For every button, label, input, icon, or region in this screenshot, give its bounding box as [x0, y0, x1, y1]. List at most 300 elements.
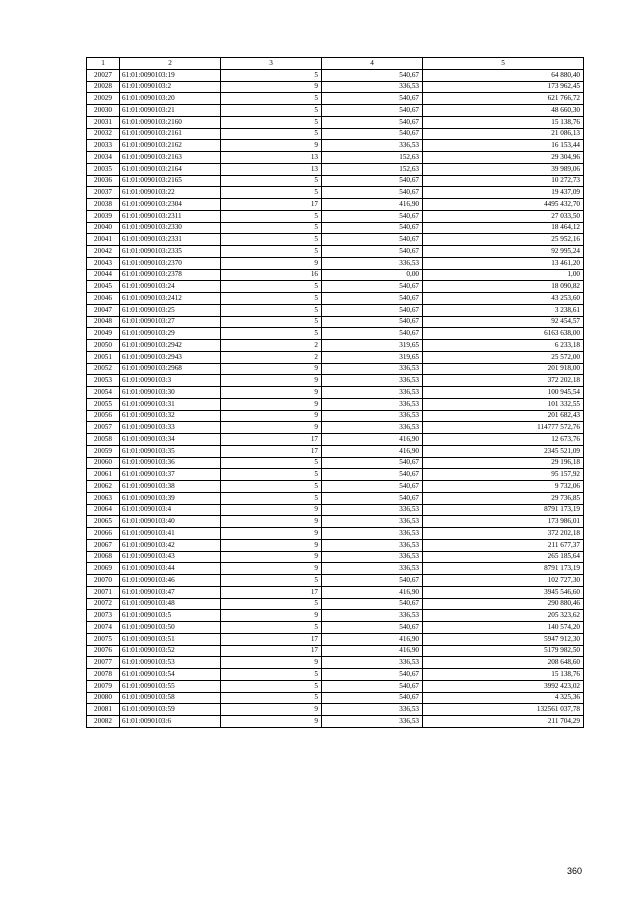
table-row — [87, 222, 584, 234]
value-cell: 3945 546,60 — [423, 586, 584, 598]
row-number-cell: 20063 — [87, 492, 120, 504]
cadastral-number-cell: 61:01:0090103:20 — [120, 93, 221, 105]
rate-cell: 540,67 — [322, 316, 423, 328]
value-cell: 100 945,54 — [423, 387, 584, 399]
column-header-2: 2 — [120, 58, 221, 70]
row-number-cell: 20067 — [87, 539, 120, 551]
value-cell: 8791 173,19 — [423, 563, 584, 575]
row-number-cell: 20062 — [87, 481, 120, 493]
rate-cell: 336,53 — [322, 398, 423, 410]
rate-cell: 336,53 — [322, 610, 423, 622]
cadastral-number-cell: 61:01:0090103:54 — [120, 669, 221, 681]
cadastral-number-cell: 61:01:0090103:50 — [120, 622, 221, 634]
rate-cell: 336,53 — [322, 528, 423, 540]
row-number-cell: 20048 — [87, 316, 120, 328]
rate-cell: 336,53 — [322, 81, 423, 93]
rate-cell: 540,67 — [322, 304, 423, 316]
rate-cell: 540,67 — [322, 222, 423, 234]
rate-cell: 540,67 — [322, 669, 423, 681]
group-code-cell: 5 — [221, 222, 322, 234]
group-code-cell: 9 — [221, 704, 322, 716]
table-row — [87, 457, 584, 469]
rate-cell: 416,90 — [322, 445, 423, 457]
rate-cell: 336,53 — [322, 375, 423, 387]
rate-cell: 540,67 — [322, 187, 423, 199]
group-code-cell: 5 — [221, 210, 322, 222]
group-code-cell: 9 — [221, 363, 322, 375]
cadastral-number-cell: 61:01:0090103:29 — [120, 328, 221, 340]
table-row — [87, 469, 584, 481]
group-code-cell: 9 — [221, 81, 322, 93]
cadastral-number-cell: 61:01:0090103:2331 — [120, 234, 221, 246]
cadastral-table — [86, 57, 584, 728]
cadastral-number-cell: 61:01:0090103:38 — [120, 481, 221, 493]
cadastral-number-cell: 61:01:0090103:3 — [120, 375, 221, 387]
cadastral-number-cell: 61:01:0090103:21 — [120, 105, 221, 117]
column-header-3: 3 — [221, 58, 322, 70]
table-row — [87, 140, 584, 152]
table-row — [87, 434, 584, 446]
value-cell: 2345 521,09 — [423, 445, 584, 457]
group-code-cell: 9 — [221, 387, 322, 399]
value-cell: 25 952,16 — [423, 234, 584, 246]
rate-cell: 416,90 — [322, 199, 423, 211]
value-cell: 13 461,20 — [423, 257, 584, 269]
cadastral-number-cell: 61:01:0090103:2165 — [120, 175, 221, 187]
value-cell: 21 086,13 — [423, 128, 584, 140]
rate-cell: 540,67 — [322, 481, 423, 493]
cadastral-number-cell: 61:01:0090103:53 — [120, 657, 221, 669]
value-cell: 43 253,60 — [423, 293, 584, 305]
cadastral-number-cell: 61:01:0090103:2942 — [120, 340, 221, 352]
value-cell: 4495 432,70 — [423, 199, 584, 211]
rate-cell: 0,00 — [322, 269, 423, 281]
group-code-cell: 5 — [221, 669, 322, 681]
rate-cell: 540,67 — [322, 69, 423, 81]
cadastral-number-cell: 61:01:0090103:48 — [120, 598, 221, 610]
group-code-cell: 17 — [221, 586, 322, 598]
group-code-cell: 9 — [221, 539, 322, 551]
value-cell: 290 880,46 — [423, 598, 584, 610]
row-number-cell: 20044 — [87, 269, 120, 281]
value-cell: 372 202,18 — [423, 528, 584, 540]
value-cell: 16 153,44 — [423, 140, 584, 152]
table-row — [87, 680, 584, 692]
table-row — [87, 304, 584, 316]
cadastral-number-cell: 61:01:0090103:2330 — [120, 222, 221, 234]
group-code-cell: 13 — [221, 163, 322, 175]
rate-cell: 336,53 — [322, 363, 423, 375]
table-row — [87, 669, 584, 681]
cadastral-number-cell: 61:01:0090103:2412 — [120, 293, 221, 305]
table-row — [87, 504, 584, 516]
cadastral-number-cell: 61:01:0090103:2311 — [120, 210, 221, 222]
cadastral-number-cell: 61:01:0090103:47 — [120, 586, 221, 598]
row-number-cell: 20034 — [87, 152, 120, 164]
cadastral-number-cell: 61:01:0090103:24 — [120, 281, 221, 293]
cadastral-number-cell: 61:01:0090103:41 — [120, 528, 221, 540]
group-code-cell: 2 — [221, 351, 322, 363]
group-code-cell: 9 — [221, 257, 322, 269]
table-row — [87, 692, 584, 704]
row-number-cell: 20072 — [87, 598, 120, 610]
cadastral-number-cell: 61:01:0090103:2 — [120, 81, 221, 93]
cadastral-number-cell: 61:01:0090103:2164 — [120, 163, 221, 175]
row-number-cell: 20051 — [87, 351, 120, 363]
rate-cell: 540,67 — [322, 293, 423, 305]
group-code-cell: 16 — [221, 269, 322, 281]
cadastral-number-cell: 61:01:0090103:2163 — [120, 152, 221, 164]
group-code-cell: 17 — [221, 434, 322, 446]
cadastral-number-cell: 61:01:0090103:2304 — [120, 199, 221, 211]
value-cell: 27 033,50 — [423, 210, 584, 222]
group-code-cell: 5 — [221, 575, 322, 587]
rate-cell: 540,67 — [322, 680, 423, 692]
group-code-cell: 9 — [221, 140, 322, 152]
group-code-cell: 5 — [221, 293, 322, 305]
group-code-cell: 9 — [221, 657, 322, 669]
cadastral-number-cell: 61:01:0090103:52 — [120, 645, 221, 657]
group-code-cell: 5 — [221, 316, 322, 328]
row-number-cell: 20055 — [87, 398, 120, 410]
row-number-cell: 20079 — [87, 680, 120, 692]
table-row — [87, 293, 584, 305]
cadastral-number-cell: 61:01:0090103:39 — [120, 492, 221, 504]
value-cell: 201 918,00 — [423, 363, 584, 375]
row-number-cell: 20040 — [87, 222, 120, 234]
value-cell: 140 574,20 — [423, 622, 584, 634]
rate-cell: 336,53 — [322, 563, 423, 575]
value-cell: 19 437,09 — [423, 187, 584, 199]
value-cell: 6 233,18 — [423, 340, 584, 352]
group-code-cell: 5 — [221, 246, 322, 258]
row-number-cell: 20027 — [87, 69, 120, 81]
rate-cell: 540,67 — [322, 457, 423, 469]
value-cell: 12 673,76 — [423, 434, 584, 446]
cadastral-number-cell: 61:01:0090103:27 — [120, 316, 221, 328]
group-code-cell: 5 — [221, 328, 322, 340]
row-number-cell: 20028 — [87, 81, 120, 93]
row-number-cell: 20070 — [87, 575, 120, 587]
row-number-cell: 20045 — [87, 281, 120, 293]
rate-cell: 540,67 — [322, 210, 423, 222]
rate-cell: 540,67 — [322, 575, 423, 587]
rate-cell: 336,53 — [322, 422, 423, 434]
group-code-cell: 5 — [221, 457, 322, 469]
value-cell: 1,00 — [423, 269, 584, 281]
column-header-4: 4 — [322, 58, 423, 70]
table-row — [87, 528, 584, 540]
rate-cell: 319,65 — [322, 340, 423, 352]
row-number-cell: 20057 — [87, 422, 120, 434]
rate-cell: 336,53 — [322, 551, 423, 563]
row-number-cell: 20074 — [87, 622, 120, 634]
value-cell: 132561 037,78 — [423, 704, 584, 716]
table-row — [87, 246, 584, 258]
group-code-cell: 9 — [221, 375, 322, 387]
rate-cell: 336,53 — [322, 657, 423, 669]
value-cell: 208 648,60 — [423, 657, 584, 669]
cadastral-number-cell: 61:01:0090103:5 — [120, 610, 221, 622]
row-number-cell: 20075 — [87, 633, 120, 645]
value-cell: 6163 638,00 — [423, 328, 584, 340]
row-number-cell: 20056 — [87, 410, 120, 422]
rate-cell: 540,67 — [322, 105, 423, 117]
column-header-1: 1 — [87, 58, 120, 70]
table-row — [87, 257, 584, 269]
cadastral-number-cell: 61:01:0090103:40 — [120, 516, 221, 528]
table-row — [87, 657, 584, 669]
rate-cell: 416,90 — [322, 633, 423, 645]
value-cell: 211 704,29 — [423, 716, 584, 728]
group-code-cell: 5 — [221, 304, 322, 316]
table-row — [87, 575, 584, 587]
cadastral-number-cell: 61:01:0090103:2160 — [120, 116, 221, 128]
value-cell: 9 732,06 — [423, 481, 584, 493]
value-cell: 64 880,40 — [423, 69, 584, 81]
value-cell: 48 660,30 — [423, 105, 584, 117]
row-number-cell: 20039 — [87, 210, 120, 222]
table-row — [87, 199, 584, 211]
table-row — [87, 492, 584, 504]
value-cell: 114777 572,76 — [423, 422, 584, 434]
group-code-cell: 17 — [221, 199, 322, 211]
value-cell: 92 995,24 — [423, 246, 584, 258]
row-number-cell: 20064 — [87, 504, 120, 516]
row-number-cell: 20033 — [87, 140, 120, 152]
rate-cell: 336,53 — [322, 704, 423, 716]
cadastral-number-cell: 61:01:0090103:32 — [120, 410, 221, 422]
value-cell: 29 196,18 — [423, 457, 584, 469]
row-number-cell: 20031 — [87, 116, 120, 128]
rate-cell: 540,67 — [322, 492, 423, 504]
cadastral-number-cell: 61:01:0090103:2161 — [120, 128, 221, 140]
value-cell: 101 332,55 — [423, 398, 584, 410]
row-number-cell: 20082 — [87, 716, 120, 728]
table-row — [87, 316, 584, 328]
rate-cell: 336,53 — [322, 516, 423, 528]
value-cell: 3992 423,02 — [423, 680, 584, 692]
group-code-cell: 9 — [221, 422, 322, 434]
row-number-cell: 20030 — [87, 105, 120, 117]
table-row — [87, 481, 584, 493]
cadastral-number-cell: 61:01:0090103:30 — [120, 387, 221, 399]
rate-cell: 416,90 — [322, 434, 423, 446]
rate-cell: 540,67 — [322, 469, 423, 481]
table-row — [87, 175, 584, 187]
rate-cell: 540,67 — [322, 175, 423, 187]
table-row — [87, 375, 584, 387]
rate-cell: 336,53 — [322, 716, 423, 728]
table-row — [87, 128, 584, 140]
value-cell: 173 962,45 — [423, 81, 584, 93]
rate-cell: 416,90 — [322, 645, 423, 657]
value-cell: 211 677,37 — [423, 539, 584, 551]
row-number-cell: 20076 — [87, 645, 120, 657]
cadastral-number-cell: 61:01:0090103:34 — [120, 434, 221, 446]
cadastral-number-cell: 61:01:0090103:2968 — [120, 363, 221, 375]
group-code-cell: 17 — [221, 645, 322, 657]
row-number-cell: 20061 — [87, 469, 120, 481]
table-row — [87, 410, 584, 422]
table-row — [87, 610, 584, 622]
table-row — [87, 281, 584, 293]
group-code-cell: 9 — [221, 716, 322, 728]
value-cell: 265 185,64 — [423, 551, 584, 563]
table-row — [87, 328, 584, 340]
group-code-cell: 5 — [221, 128, 322, 140]
table-row — [87, 210, 584, 222]
rate-cell: 540,67 — [322, 246, 423, 258]
table-row — [87, 563, 584, 575]
column-header-5: 5 — [423, 58, 584, 70]
rate-cell: 416,90 — [322, 586, 423, 598]
group-code-cell: 5 — [221, 116, 322, 128]
table-row — [87, 234, 584, 246]
table-row — [87, 163, 584, 175]
group-code-cell: 13 — [221, 152, 322, 164]
group-code-cell: 17 — [221, 445, 322, 457]
row-number-cell: 20068 — [87, 551, 120, 563]
cadastral-number-cell: 61:01:0090103:33 — [120, 422, 221, 434]
cadastral-number-cell: 61:01:0090103:2378 — [120, 269, 221, 281]
cadastral-number-cell: 61:01:0090103:19 — [120, 69, 221, 81]
table-row — [87, 422, 584, 434]
group-code-cell: 5 — [221, 469, 322, 481]
group-code-cell: 5 — [221, 69, 322, 81]
table-body — [87, 69, 584, 727]
value-cell: 18 464,12 — [423, 222, 584, 234]
group-code-cell: 9 — [221, 410, 322, 422]
value-cell: 29 304,96 — [423, 152, 584, 164]
row-number-cell: 20077 — [87, 657, 120, 669]
cadastral-number-cell: 61:01:0090103:37 — [120, 469, 221, 481]
rate-cell: 540,67 — [322, 116, 423, 128]
table-row — [87, 152, 584, 164]
table-row — [87, 716, 584, 728]
value-cell: 173 986,01 — [423, 516, 584, 528]
cadastral-number-cell: 61:01:0090103:22 — [120, 187, 221, 199]
group-code-cell: 9 — [221, 504, 322, 516]
row-number-cell: 20042 — [87, 246, 120, 258]
row-number-cell: 20029 — [87, 93, 120, 105]
row-number-cell: 20043 — [87, 257, 120, 269]
row-number-cell: 20037 — [87, 187, 120, 199]
row-number-cell: 20059 — [87, 445, 120, 457]
cadastral-number-cell: 61:01:0090103:36 — [120, 457, 221, 469]
group-code-cell: 9 — [221, 398, 322, 410]
rate-cell: 336,53 — [322, 539, 423, 551]
table-row — [87, 187, 584, 199]
value-cell: 10 272,73 — [423, 175, 584, 187]
value-cell: 18 090,82 — [423, 281, 584, 293]
table-row — [87, 398, 584, 410]
row-number-cell: 20054 — [87, 387, 120, 399]
row-number-cell: 20035 — [87, 163, 120, 175]
group-code-cell: 5 — [221, 105, 322, 117]
data-table-container — [86, 57, 583, 728]
group-code-cell: 9 — [221, 610, 322, 622]
rate-cell: 152,63 — [322, 152, 423, 164]
table-row — [87, 93, 584, 105]
page-number: 360 — [567, 866, 583, 876]
value-cell: 102 727,30 — [423, 575, 584, 587]
value-cell: 5179 982,50 — [423, 645, 584, 657]
table-row — [87, 351, 584, 363]
cadastral-number-cell: 61:01:0090103:6 — [120, 716, 221, 728]
row-number-cell: 20050 — [87, 340, 120, 352]
group-code-cell: 9 — [221, 516, 322, 528]
group-code-cell: 9 — [221, 551, 322, 563]
value-cell: 29 736,85 — [423, 492, 584, 504]
value-cell: 621 766,72 — [423, 93, 584, 105]
group-code-cell: 2 — [221, 340, 322, 352]
cadastral-number-cell: 61:01:0090103:31 — [120, 398, 221, 410]
table-row — [87, 387, 584, 399]
table-row — [87, 622, 584, 634]
value-cell: 201 682,43 — [423, 410, 584, 422]
value-cell: 3 238,61 — [423, 304, 584, 316]
table-row — [87, 445, 584, 457]
cadastral-number-cell: 61:01:0090103:55 — [120, 680, 221, 692]
group-code-cell: 5 — [221, 598, 322, 610]
rate-cell: 336,53 — [322, 140, 423, 152]
group-code-cell: 5 — [221, 187, 322, 199]
rate-cell: 540,67 — [322, 328, 423, 340]
group-code-cell: 9 — [221, 528, 322, 540]
cadastral-number-cell: 61:01:0090103:2162 — [120, 140, 221, 152]
value-cell: 8791 173,19 — [423, 504, 584, 516]
table-row — [87, 363, 584, 375]
group-code-cell: 5 — [221, 622, 322, 634]
rate-cell: 336,53 — [322, 504, 423, 516]
rate-cell: 336,53 — [322, 410, 423, 422]
cadastral-number-cell: 61:01:0090103:58 — [120, 692, 221, 704]
row-number-cell: 20066 — [87, 528, 120, 540]
value-cell: 15 138,76 — [423, 669, 584, 681]
rate-cell: 336,53 — [322, 387, 423, 399]
table-row — [87, 269, 584, 281]
table-row — [87, 645, 584, 657]
group-code-cell: 5 — [221, 692, 322, 704]
table-row — [87, 69, 584, 81]
group-code-cell: 5 — [221, 492, 322, 504]
group-code-cell: 5 — [221, 93, 322, 105]
rate-cell: 319,65 — [322, 351, 423, 363]
value-cell: 25 572,00 — [423, 351, 584, 363]
rate-cell: 336,53 — [322, 257, 423, 269]
table-row — [87, 105, 584, 117]
value-cell: 372 202,18 — [423, 375, 584, 387]
value-cell: 39 989,06 — [423, 163, 584, 175]
row-number-cell: 20053 — [87, 375, 120, 387]
table-row — [87, 340, 584, 352]
row-number-cell: 20038 — [87, 199, 120, 211]
cadastral-number-cell: 61:01:0090103:42 — [120, 539, 221, 551]
row-number-cell: 20036 — [87, 175, 120, 187]
group-code-cell: 5 — [221, 481, 322, 493]
table-row — [87, 81, 584, 93]
rate-cell: 540,67 — [322, 281, 423, 293]
row-number-cell: 20081 — [87, 704, 120, 716]
row-number-cell: 20078 — [87, 669, 120, 681]
group-code-cell: 5 — [221, 175, 322, 187]
value-cell: 5947 912,30 — [423, 633, 584, 645]
cadastral-number-cell: 61:01:0090103:46 — [120, 575, 221, 587]
row-number-cell: 20073 — [87, 610, 120, 622]
rate-cell: 540,67 — [322, 692, 423, 704]
table-row — [87, 116, 584, 128]
